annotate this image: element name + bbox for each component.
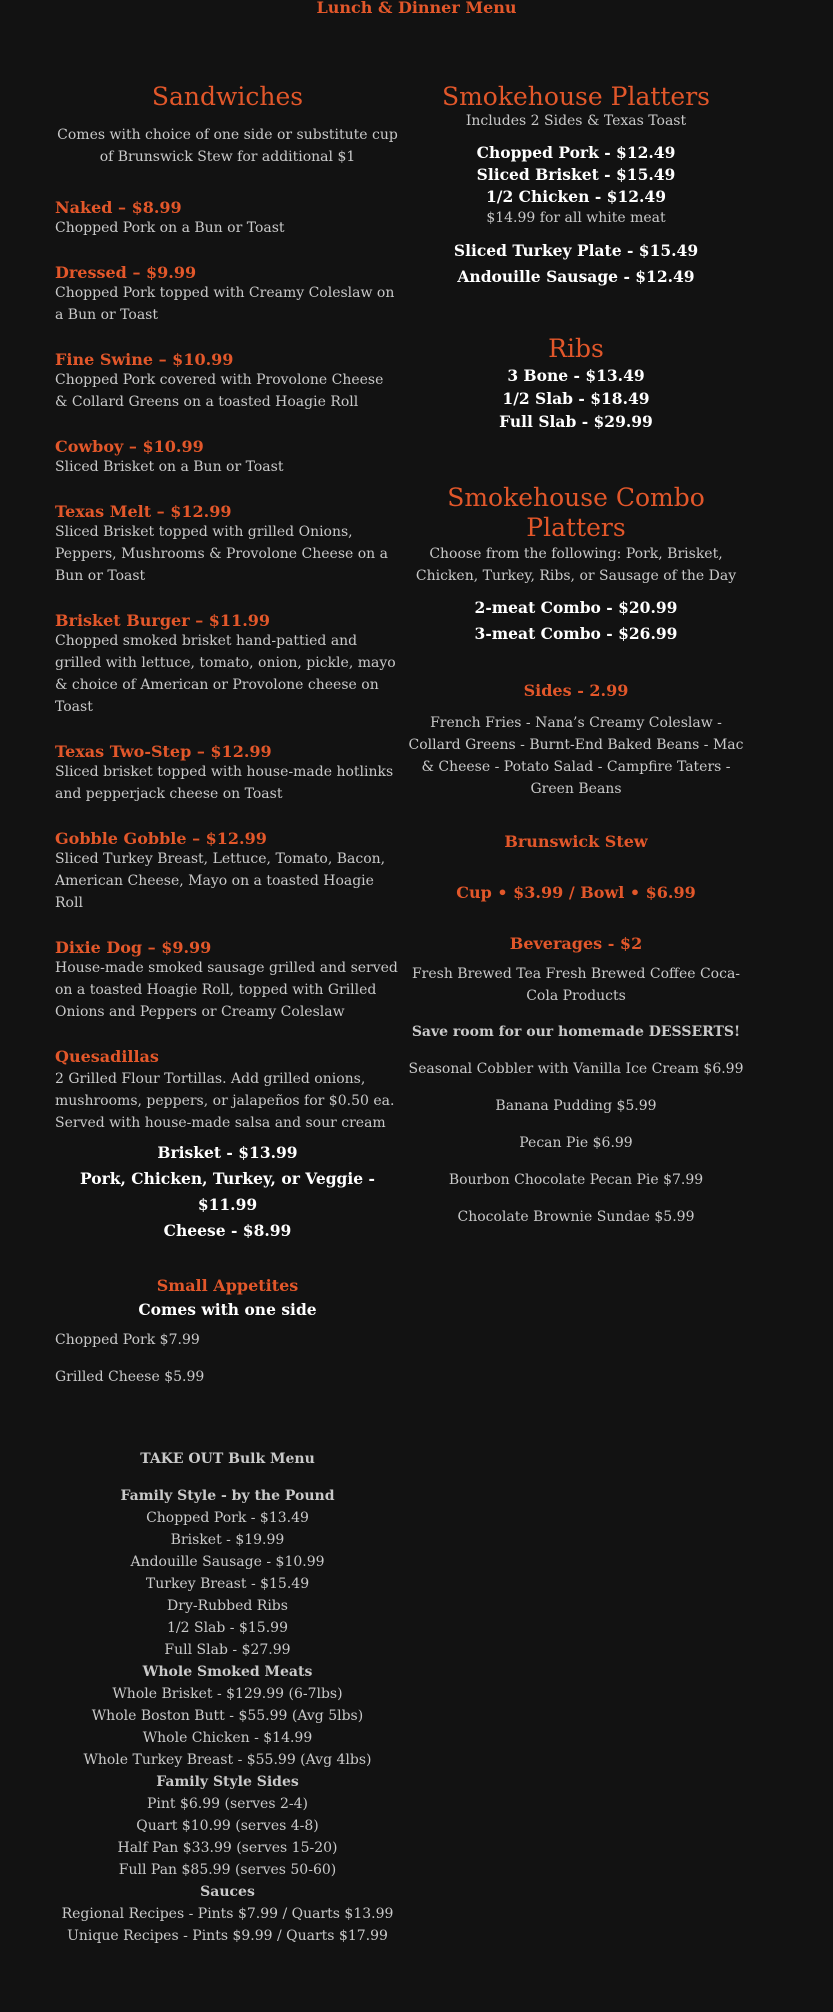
combo-note: Choose from the following: Pork, Brisket, Chicken, Turkey, Ribs, or Sausage of the Day — [415, 546, 737, 584]
takeout-item: 1/2 Slab - $15.99 — [167, 1620, 288, 1636]
sandwich-desc: Sliced Brisket topped with grilled Onions, Peppers, Mushrooms & Provolone Cheese on a Bun or Toast — [55, 524, 388, 584]
family-style-heading: Family Style - by the Pound — [120, 1488, 335, 1504]
sandwiches-note: Comes with choice of one side or substitute cup of Brunswick Stew for additional $1 — [57, 127, 398, 165]
dessert-item: Banana Pudding $5.99 — [495, 1098, 657, 1114]
platter-item: 1/2 Chicken - $12.49 — [486, 187, 666, 206]
sandwich-item — [55, 350, 400, 413]
sandwich-desc: Chopped Pork on a Bun or Toast — [55, 220, 285, 236]
takeout-item: Dry-Rubbed Ribs — [167, 1598, 288, 1614]
quesadillas-heading: Quesadillas — [55, 1047, 159, 1066]
takeout-item: Turkey Breast - $15.49 — [145, 1576, 310, 1592]
combo-item: 2-meat Combo - $20.99 — [474, 598, 678, 617]
takeout-section — [55, 1448, 400, 1947]
combo-item: 3-meat Combo - $26.99 — [474, 624, 678, 643]
takeout-item: Unique Recipes - Pints $9.99 / Quarts $17.99 — [67, 1928, 388, 1944]
sandwich-name: Naked – $8.99 — [55, 198, 182, 217]
takeout-item: Brisket - $19.99 — [170, 1532, 285, 1548]
dessert-item: Chocolate Brownie Sundae $5.99 — [457, 1209, 695, 1225]
sandwich-desc: Sliced Turkey Breast, Lettuce, Tomato, Bacon, American Cheese, Mayo on a toasted Hoagie Roll — [55, 851, 386, 911]
platters-list — [405, 142, 747, 290]
quesadillas-section — [55, 1047, 400, 1244]
takeout-item: Whole Turkey Breast - $55.99 (Avg 4lbs) — [83, 1752, 372, 1768]
sandwich-item — [55, 611, 400, 718]
small-appetite-item: Chopped Pork $7.99 — [55, 1332, 200, 1348]
platter-item: Chopped Pork - $12.49 — [476, 143, 676, 162]
sandwich-desc: Chopped Pork covered with Provolone Cheese & Collard Greens on a toasted Hoagie Roll — [55, 372, 384, 410]
sandwich-name: Texas Melt – $12.99 — [55, 502, 232, 521]
takeout-item: Quart $10.99 (serves 4-8) — [136, 1818, 319, 1834]
sandwich-desc: Sliced Brisket on a Bun or Toast — [55, 459, 284, 475]
sandwich-desc: Chopped Pork topped with Creamy Coleslaw on a Bun or Toast — [55, 285, 395, 323]
sandwich-name: Fine Swine – $10.99 — [55, 350, 234, 369]
takeout-item: Full Pan $85.99 (serves 50-60) — [118, 1862, 337, 1878]
dessert-item: Seasonal Cobbler with Vanilla Ice Cream $6.99 — [408, 1061, 744, 1077]
sandwich-name: Dixie Dog – $9.99 — [55, 938, 212, 957]
quesadilla-price: Brisket - $13.99 — [157, 1143, 298, 1162]
platter-item: Sliced Brisket - $15.49 — [476, 165, 676, 184]
quesadilla-price: Cheese - $8.99 — [163, 1221, 292, 1240]
sandwich-name: Cowboy – $10.99 — [55, 437, 204, 456]
platter-item: Sliced Turkey Plate - $15.49 — [453, 241, 699, 260]
sandwich-name: Dressed – $9.99 — [55, 263, 197, 282]
sandwich-item — [55, 829, 400, 914]
page-title: Lunch & Dinner Menu — [316, 0, 517, 17]
sandwich-item — [55, 938, 400, 1023]
whole-meats-heading: Whole Smoked Meats — [142, 1664, 313, 1680]
quesadillas-prices — [55, 1140, 400, 1244]
small-appetite-item: Grilled Cheese $5.99 — [55, 1369, 205, 1385]
takeout-heading: TAKE OUT Bulk Menu — [140, 1451, 315, 1467]
dessert-item: Pecan Pie $6.99 — [519, 1135, 633, 1151]
ribs-item: 3 Bone - $13.49 — [507, 366, 645, 385]
sandwich-item — [55, 198, 400, 239]
takeout-item: Full Slab - $27.99 — [164, 1642, 291, 1658]
sandwich-item — [55, 437, 400, 478]
platters-note: Includes 2 Sides & Texas Toast — [465, 113, 687, 129]
desserts-heading: Save room for our homemade DESSERTS! — [411, 1024, 741, 1040]
sides-list: French Fries - Nana’s Creamy Coleslaw - Collard Greens - Burnt-End Baked Beans - Mac & Cheese - Potato Salad - Campfire Taters - Green Beans — [408, 715, 744, 797]
sides-heading: Sides - 2.99 — [523, 681, 629, 700]
combo-list — [405, 595, 747, 647]
sandwich-desc: Chopped smoked brisket hand-pattied and grilled with lettuce, tomato, onion, pickle, mayo & choice of American or Provolone cheese on Toast — [55, 633, 396, 715]
sandwich-name: Gobble Gobble – $12.99 — [55, 829, 267, 848]
sandwiches-heading: Sandwiches — [151, 82, 304, 111]
quesadillas-desc: 2 Grilled Flour Tortillas. Add grilled onions, mushrooms, peppers, or jalapeños for $0.50 ea. Served with house-made salsa and sour cream — [55, 1071, 395, 1131]
small-appetites-section — [55, 1276, 400, 1388]
beverages-heading: Beverages - $2 — [509, 934, 643, 953]
quesadilla-price: Pork, Chicken, Turkey, or Veggie - $11.99 — [80, 1169, 375, 1214]
ribs-list — [405, 364, 747, 433]
right-column — [405, 82, 747, 1228]
sandwich-desc: House-made smoked sausage grilled and served on a toasted Hoagie Roll, topped with Grilled Onions and Peppers or Creamy Coleslaw — [55, 960, 398, 1020]
platter-item: Andouille Sausage - $12.49 — [457, 267, 695, 286]
combo-heading: Smokehouse Combo Platters — [447, 483, 705, 542]
takeout-item: Whole Brisket - $129.99 (6-7lbs) — [112, 1686, 343, 1702]
takeout-item: Chopped Pork - $13.49 — [146, 1510, 309, 1526]
ribs-heading: Ribs — [548, 334, 604, 363]
stew-prices: Cup • $3.99 / Bowl • $6.99 — [456, 883, 696, 902]
ribs-item: Full Slab - $29.99 — [499, 412, 653, 431]
takeout-item: Andouille Sausage - $10.99 — [130, 1554, 325, 1570]
white-meat-note: $14.99 for all white meat — [486, 210, 666, 226]
takeout-item: Regional Recipes - Pints $7.99 / Quarts $13.99 — [61, 1906, 394, 1922]
sauces-heading: Sauces — [200, 1884, 255, 1900]
small-appetites-heading: Small Appetites — [156, 1276, 299, 1295]
sandwich-desc: Sliced brisket topped with house-made hotlinks and pepperjack cheese on Toast — [55, 764, 394, 802]
family-sides-heading: Family Style Sides — [156, 1774, 299, 1790]
left-column — [55, 82, 400, 1947]
sandwich-item — [55, 502, 400, 587]
sandwich-item — [55, 742, 400, 805]
dessert-item: Bourbon Chocolate Pecan Pie $7.99 — [448, 1172, 704, 1188]
takeout-item: Half Pan $33.99 (serves 15-20) — [117, 1840, 338, 1856]
beverages-list: Fresh Brewed Tea Fresh Brewed Coffee Coca-Cola Products — [411, 966, 741, 1004]
takeout-item: Whole Chicken - $14.99 — [142, 1730, 313, 1746]
takeout-item: Whole Boston Butt - $55.99 (Avg 5lbs) — [91, 1708, 364, 1724]
ribs-item: 1/2 Slab - $18.49 — [502, 389, 650, 408]
takeout-item: Pint $6.99 (serves 2-4) — [147, 1796, 308, 1812]
sandwich-name: Texas Two-Step – $12.99 — [55, 742, 272, 761]
sandwich-name: Brisket Burger – $11.99 — [55, 611, 271, 630]
sandwich-item — [55, 263, 400, 326]
platters-heading: Smokehouse Platters — [441, 82, 711, 111]
stew-heading: Brunswick Stew — [504, 832, 648, 851]
small-appetites-sub: Comes with one side — [138, 1300, 317, 1319]
